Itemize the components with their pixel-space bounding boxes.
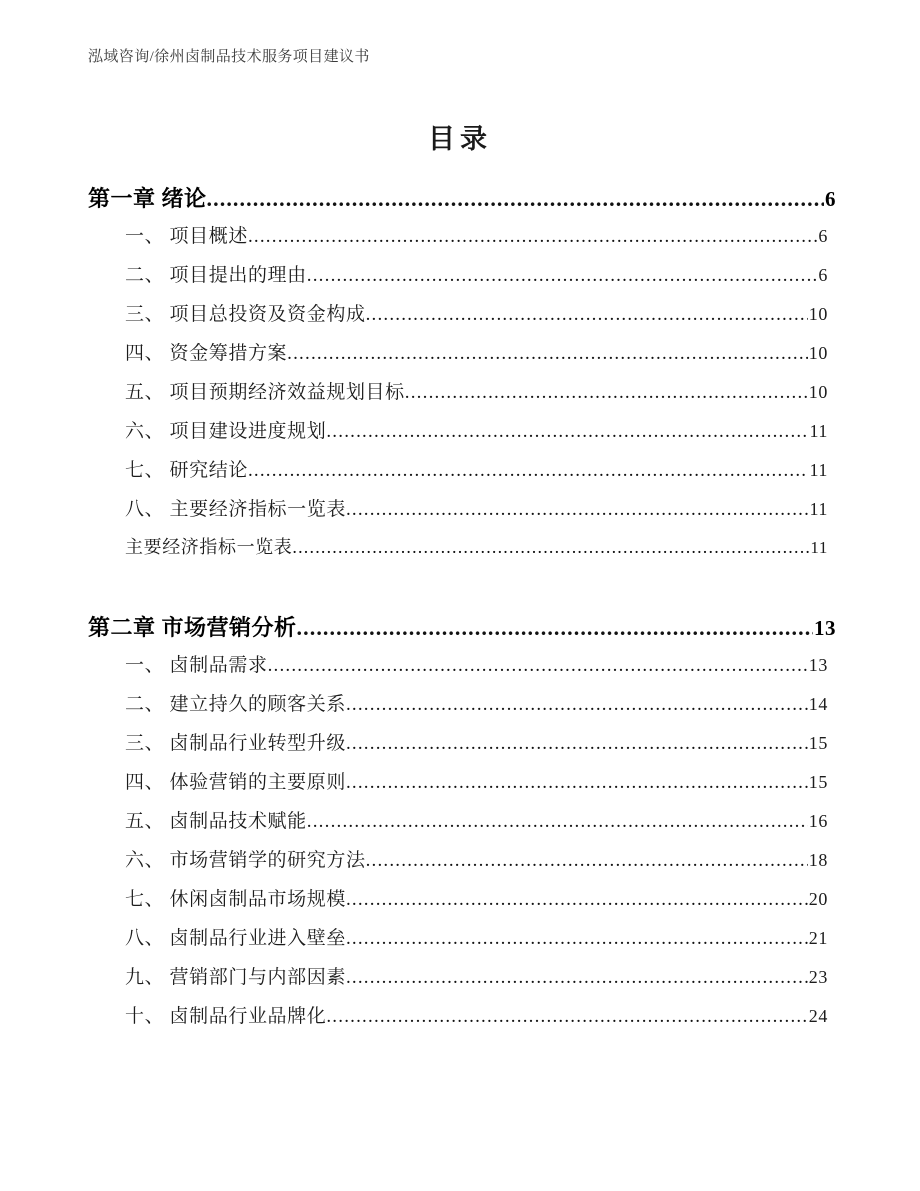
- toc-entry-row[interactable]: [0, 845, 920, 884]
- toc-page-number: 10: [808, 382, 828, 402]
- toc-chapter-row[interactable]: [0, 611, 920, 650]
- toc-page-number: 13: [808, 655, 828, 675]
- toc-entry-label: 七、 休闲卤制品市场规模: [125, 889, 346, 910]
- toc-entry-label: 七、 研究结论: [125, 460, 248, 481]
- toc-page-number: 15: [808, 772, 828, 792]
- toc-dot-leader: [346, 928, 808, 950]
- toc-entry-row[interactable]: [0, 1001, 920, 1040]
- toc-entry-label: 三、 卤制品行业转型升级: [125, 733, 346, 754]
- toc-entry-row[interactable]: [0, 260, 920, 299]
- toc-dot-leader: [405, 382, 808, 404]
- toc-dot-leader: [346, 967, 808, 989]
- toc-entry-row[interactable]: [0, 533, 920, 572]
- toc-entry-label: 第二章 市场营销分析: [88, 615, 297, 640]
- toc-entry-label: 六、 项目建设进度规划: [125, 421, 327, 442]
- toc-dot-leader: [287, 343, 808, 365]
- toc-dot-leader: [297, 615, 813, 641]
- toc-dot-leader: [268, 655, 808, 677]
- toc-page-number: 24: [808, 1006, 828, 1026]
- toc-dot-leader: [326, 1006, 807, 1028]
- toc-page-number: 16: [808, 811, 828, 831]
- toc-entry-label: 六、 市场营销学的研究方法: [125, 850, 366, 871]
- toc-page-number: 6: [818, 226, 828, 246]
- toc-entry-row[interactable]: [0, 221, 920, 260]
- toc-entry-label: 二、 项目提出的理由: [125, 265, 307, 286]
- document-header-breadcrumb: 泓域咨询/徐州卤制品技术服务项目建议书: [88, 49, 370, 65]
- toc-entry-label: 四、 体验营销的主要原则: [125, 772, 346, 793]
- toc-dot-leader: [207, 186, 824, 212]
- toc-page-number: 15: [808, 733, 828, 753]
- toc-entry-row[interactable]: [0, 299, 920, 338]
- toc-dot-leader: [346, 499, 809, 521]
- toc-page-number: 11: [809, 460, 828, 480]
- toc-entry-row[interactable]: [0, 728, 920, 767]
- toc-entry-label: 主要经济指标一览表: [125, 537, 293, 557]
- toc-page-number: 21: [808, 928, 828, 948]
- table-of-contents: [0, 182, 920, 1040]
- toc-entry-row[interactable]: [0, 962, 920, 1001]
- toc-page-number: 23: [808, 967, 828, 987]
- toc-entry-label: 二、 建立持久的顾客关系: [125, 694, 346, 715]
- toc-page-number: 6: [818, 265, 828, 285]
- toc-page-number: 18: [808, 850, 828, 870]
- toc-page-number: 11: [810, 538, 828, 557]
- toc-dot-leader: [292, 537, 809, 558]
- toc-entry-row[interactable]: [0, 884, 920, 923]
- toc-dot-leader: [307, 811, 808, 833]
- toc-dot-leader: [366, 304, 808, 326]
- toc-entry-label: 一、 卤制品需求: [125, 655, 268, 676]
- toc-entry-row[interactable]: [0, 416, 920, 455]
- toc-dot-leader: [248, 226, 817, 248]
- toc-page-number: 10: [808, 343, 828, 363]
- toc-entry-row[interactable]: [0, 338, 920, 377]
- toc-entry-label: 十、 卤制品行业品牌化: [125, 1006, 327, 1027]
- toc-entry-label: 一、 项目概述: [125, 226, 248, 247]
- toc-page-number: 6: [825, 187, 836, 211]
- toc-page-number: 13: [814, 616, 836, 640]
- toc-section-spacer: [0, 572, 920, 611]
- toc-entry-row[interactable]: [0, 455, 920, 494]
- toc-entry-label: 九、 营销部门与内部因素: [125, 967, 346, 988]
- toc-page-number: 20: [808, 889, 828, 909]
- toc-entry-label: 八、 主要经济指标一览表: [125, 499, 346, 520]
- toc-entry-label: 四、 资金筹措方案: [125, 343, 288, 364]
- toc-dot-leader: [326, 421, 808, 443]
- toc-dot-leader: [307, 265, 818, 287]
- toc-page-number: 11: [809, 421, 828, 441]
- toc-dot-leader: [346, 772, 808, 794]
- toc-chapter-row[interactable]: [0, 182, 920, 221]
- toc-entry-label: 五、 项目预期经济效益规划目标: [125, 382, 405, 403]
- toc-entry-row[interactable]: [0, 767, 920, 806]
- toc-page-number: 14: [808, 694, 828, 714]
- toc-entry-label: 第一章 绪论: [88, 186, 207, 211]
- toc-entry-label: 三、 项目总投资及资金构成: [125, 304, 366, 325]
- toc-entry-row[interactable]: [0, 650, 920, 689]
- toc-entry-row[interactable]: [0, 494, 920, 533]
- toc-entry-row[interactable]: [0, 806, 920, 845]
- toc-dot-leader: [366, 850, 808, 872]
- toc-entry-row[interactable]: [0, 377, 920, 416]
- toc-dot-leader: [346, 733, 808, 755]
- toc-entry-row[interactable]: [0, 923, 920, 962]
- toc-dot-leader: [248, 460, 809, 482]
- toc-dot-leader: [346, 694, 808, 716]
- toc-dot-leader: [346, 889, 808, 911]
- toc-entry-row[interactable]: [0, 689, 920, 728]
- toc-page-number: 11: [809, 499, 828, 519]
- toc-page-number: 10: [808, 304, 828, 324]
- page-title: 目录: [428, 124, 492, 154]
- toc-entry-label: 五、 卤制品技术赋能: [125, 811, 307, 832]
- toc-entry-label: 八、 卤制品行业进入壁垒: [125, 928, 346, 949]
